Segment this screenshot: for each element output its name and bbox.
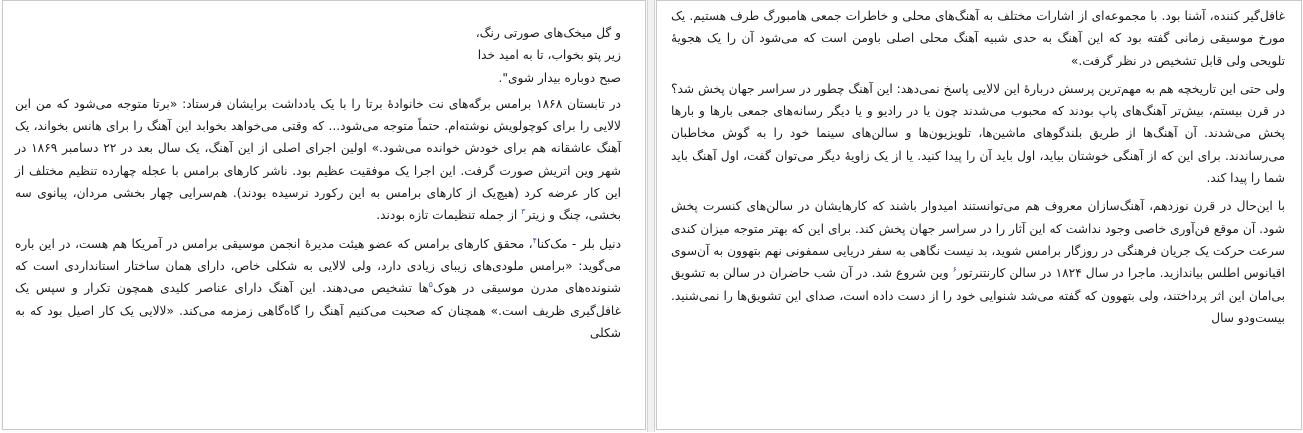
poem-line: صبح دوباره بیدار شوی". xyxy=(498,70,621,85)
right-page xyxy=(656,0,1302,430)
paragraph-spread-question: ولی حتی این تاریخچه هم به مهم‌ترین پرسش دربارهٔ این لالایی پاسخ نمی‌دهد: این آهنگ چطور در سراسر جهان پخش شد؟ در قرن بیستم، بیش‌تر آهنگ‌های پاپ بودند که محبوب می‌شدند چون یا در رادیو و یا دیگر رسانه‌های جمعی بارها و بارها پخش می‌شدند. آن آهنگ‌ها از طریق بلندگوهای ماشین‌ها، تلویزیون‌ها و سالن‌های سینما خود را به گوش مخاطبان می‌رساندند. برای این که از آهنگی خوشتان بیاید، اول باید آن را پیدا کنید. یا از یک زاویهٔ دیگر می‌توان گفت، اول آهنگ باید شما را پیدا کند. xyxy=(671,81,1285,186)
page-gutter xyxy=(647,0,655,432)
paragraph-hamburg: غافل‌گیر کننده، آشنا بود. با مجموعه‌ای از اشارات مختلف به آهنگ‌های محلی و خاطرات جمعی هامبورگ طرف هستیم. یک مورخ موسیقی زمانی گفته بود که این آهنگ به حدی شبیه آهنگ محلی اصلی باومن است که می‌شود آن را یک هجویهٔ تلویحی ولی قابل تشخیص در نظر گرفت.» xyxy=(671,9,1285,68)
footnote-marker[interactable]: ۶ xyxy=(952,265,957,275)
paragraph-text: ‌ها تشخیص می‌دهند. این آهنگ دارای عناصر کلیدی همچون تکرار و سپس یک غافل‌گیری ظریف است.» همچنان که صحبت می‌کنیم آهنگ را گاه‌گاهی زمزمه می‌کند. «لالایی یک کار اصیل بود که به شکلی xyxy=(15,281,621,340)
paragraph-text: وین شروع شد. در آن شب حاضران در سالن به تشویق بی‌امان این اثر پرداختند، ولی بتهوون که گفته می‌شد شنوایی خود را از دست داده است، صدای این تشویق‌ها را نمی‌شنید. بیست‌ودو سال xyxy=(671,266,1285,325)
right-page-text xyxy=(671,5,1285,335)
paragraph-text: با این‌حال در قرن نوزدهم، آهنگ‌سازان معروف هم می‌توانستند امیدوار باشند که کارهایشان در سالن‌های کنسرت پخش شود. آن موقع فن‌آوری خاصی وجود نداشت که این آثار را در سراسر جهان پخش کند. برای این که بهتر متوجه میزان کندی سرعت حرکت یک جریان فرهنگی در روزگار برامس شوید، بد نیست نگاهی به سفر دریایی سمفونی نهم بتهوون به آن‌سوی اقیانوس اطلس بیاندازید. ماجرا در سال ۱۸۲۴ در سالن کارنتنرتور xyxy=(671,199,1285,281)
paragraph-text: از جمله تنظیمات تازه بودند. xyxy=(376,208,522,223)
left-page-text xyxy=(15,5,621,350)
left-page xyxy=(2,0,646,430)
poem-line: زیر پتو بخواب، تا به امید خدا xyxy=(477,48,621,63)
paragraph-text: دنیل بلر - مک‌کنا xyxy=(536,236,621,251)
paragraph-text: در تابستان ۱۸۶۸ برامس برگه‌های نت خانوادهٔ برتا را با یک یادداشت برایشان فرستاد: «برتا متوجه می‌شود که من این لالایی را برای کوچولویش نوشته‌ام. حتماً متوجه می‌شود... که وقتی می‌خواهد بخوابد این آهنگ را برای هانس بخواند، یک آهنگ عاشقانه هم برای خودش خوانده می‌شود.» اولین اجرای اصلی از این آهنگ، یک سال بعد در ۲۲ دسامبر ۱۸۶۹ در شهر وین اتریش صورت گرفت. این اجرا یک موفقیت عظیم بود. ناشر کارهای برامس با عجله چهارده تنظیم مختلف از این کار عرضه کرد (هیچ‌یک از کارهای برامس به این رکورد نرسیده بودند). هم‌سرایی چهار بخشی مردان، پیانوی سه بخشی، چنگ و زیتر xyxy=(15,96,621,223)
footnote-marker[interactable]: ۴ xyxy=(532,235,537,245)
paragraph-scholar-quote xyxy=(15,233,621,344)
poem-line: و گل میخک‌های صورتی رنگ، xyxy=(475,26,621,40)
footnote-marker[interactable]: ۳ xyxy=(521,207,526,217)
footnote-marker[interactable]: ۵ xyxy=(428,280,433,290)
paragraph-beethoven xyxy=(671,195,1285,329)
paragraph-text: ، محقق کارهای برامس که عضو هیئت مدیرهٔ انجمن موسیقی برامس در آمریکا هم هست، در این باره می‌گوید: «برامس ملودی‌های زیبای زیادی دارد، ولی لالایی به شکلی خاص، دارای همان ساختار استانداردی است که شنونده‌های مدرن موسیقی در هوک xyxy=(15,236,621,296)
paragraph-premiere xyxy=(15,93,621,227)
poem-stanza xyxy=(15,22,621,89)
